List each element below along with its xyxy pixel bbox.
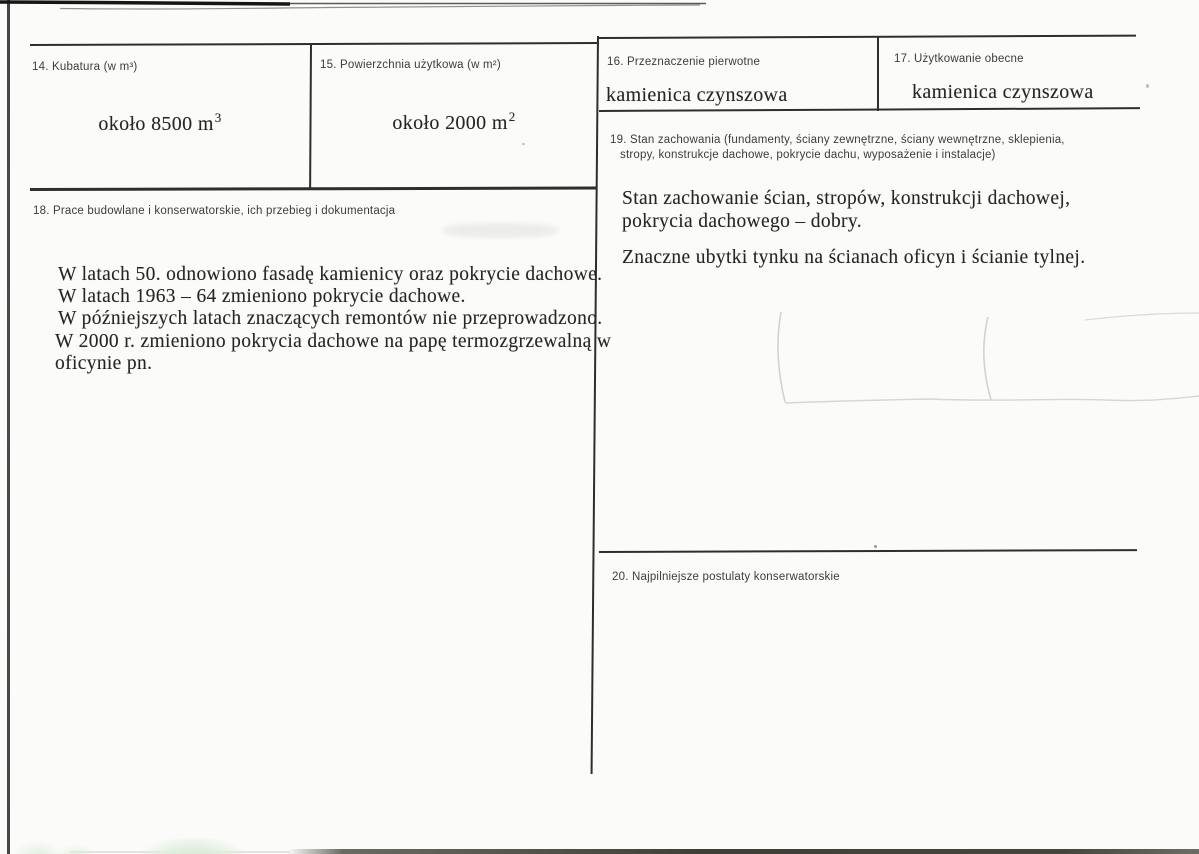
field-16-label: 16. Przeznaczenie pierwotne [607, 56, 761, 68]
field-14-label: 14. Kubatura (w m³) [32, 61, 138, 73]
field-19-text-line1: Stan zachowanie ścian, stropów, konstrukcji dachowej, [622, 188, 1071, 209]
field-15-value-superscript: 2 [508, 109, 516, 125]
scan-stain-green-small2 [55, 845, 97, 854]
field-18-text-line4: W 2000 r. zmieniono pokrycia dachowe na papę termozgrzewalną w [55, 330, 612, 352]
field-19-label-line1: 19. Stan zachowania (fundamenty, ściany zewnętrzne, ściany wewnętrzne, sklepienia, [610, 134, 1065, 146]
field-15-value-text: około 2000 m [392, 112, 508, 134]
field-19-text-line2: pokrycia dachowego – dobry. [622, 211, 862, 232]
field-18-text-line1: W latach 50. odnowiono fasadę kamienicy oraz pokrycie dachowe. [58, 264, 603, 285]
field-20-label: 20. Najpilniejsze postulaty konserwatorskie [612, 571, 840, 583]
field-19-label-line2: stropy, konstrukcje dachowe, pokrycie dachu, wyposażenie i instalacje) [620, 149, 996, 161]
scan-speck-3 [1146, 84, 1149, 88]
field-18-text-line2: W latach 1963 – 64 zmieniono pokrycie dachowe. [58, 286, 466, 308]
field-18-text [55, 264, 612, 375]
field-18-label: 18. Prace budowlane i konserwatorskie, ich przebieg i dokumentacja [33, 205, 396, 217]
scan-speck-2 [522, 143, 525, 145]
scan-edge-shadow-left [7, 0, 10, 854]
field-16-value: kamienica czynszowa [606, 84, 788, 106]
field-14-value [20, 110, 300, 136]
field-18-text-line5: oficynie pn. [55, 352, 153, 374]
border-under-16-17 [599, 107, 1140, 112]
scan-smudge-ghost-text [443, 223, 558, 238]
border-above-20 [599, 549, 1137, 553]
border-top-right-table [599, 35, 1136, 39]
border-bottom-left-table [30, 187, 597, 191]
field-17-value: kamienica czynszowa [912, 81, 1094, 103]
scan-stain-green-large [138, 838, 248, 854]
field-14-value-superscript: 3 [214, 110, 222, 126]
field-14-value-text: około 8500 m [98, 113, 214, 135]
scan-edge-shadow-bottom [288, 849, 1199, 854]
border-divider-16-17 [877, 37, 879, 111]
field-15-label: 15. Powierzchnia użytkowa (w m²) [320, 59, 501, 71]
border-center-vertical [591, 36, 599, 774]
field-17-label: 17. Użytkowanie obecne [894, 53, 1024, 65]
border-top-left-table [30, 42, 597, 46]
field-18-text-line3: W późniejszych latach znaczących remontów nie przeprowadzono. [58, 308, 603, 330]
field-15-value [311, 109, 597, 135]
scan-speck-1 [874, 545, 877, 548]
field-19-text-line3: Znaczne ubytki tynku na ścianach oficyn i ścianie tylnej. [622, 247, 1086, 268]
